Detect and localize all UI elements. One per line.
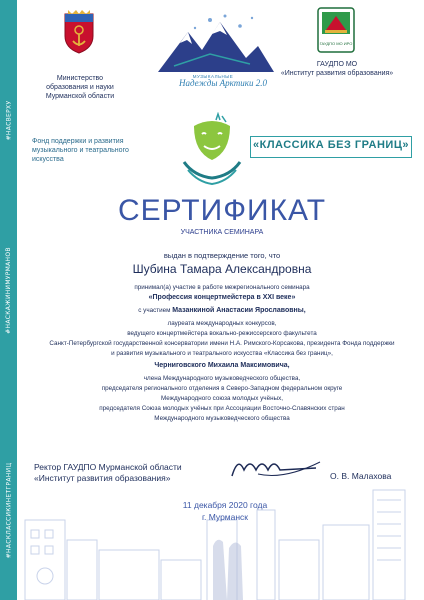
gaudpo-emblem-icon	[316, 6, 356, 54]
theatre-masks-icon	[178, 112, 246, 188]
issue-city: г. Мурманск	[201, 512, 249, 522]
festival-mountains-logo	[150, 6, 280, 84]
rector-line-2: «Институт развития образования»	[34, 473, 171, 483]
body-line-10: председателя регионального отделения в Северо-Западном федеральном округе	[101, 385, 343, 392]
body-line-5: ведущего концертмейстера вокально-режиссерского факультета	[127, 330, 317, 337]
fund-caption	[32, 137, 142, 164]
body-line-7: и развития музыкального и театрального искусства «Классика без границ»,	[111, 350, 333, 357]
body-line-12: председателя Союза молодых учёных при Ассоциации Восточно-Славянских стран	[99, 405, 345, 412]
recipient-name: Шубина Тамара Александровна	[132, 262, 312, 276]
rector-caption	[34, 462, 204, 484]
program-title: «КЛАССИКА БЕЗ ГРАНИЦ»	[253, 139, 409, 151]
certificate-title: СЕРТИФИКАТ	[117, 194, 327, 227]
side-tag-1: #НАСВЕРХУ	[5, 100, 13, 140]
festival-name: Надежды Арктики 2.0	[178, 78, 267, 88]
gaudpo-caption	[272, 60, 402, 78]
with-participation: с участием	[138, 307, 171, 314]
body-line-4: лауреата международных конкурсов,	[167, 320, 277, 327]
gaudpo-emblem-text: ГАУДПО МО ИРО	[319, 41, 353, 46]
participant-name-2: Черниговского Михаила Максимовича,	[154, 362, 290, 369]
side-tag-3: #НАСКЛАССИКИНЕТГРАНИЦ	[5, 462, 13, 558]
festival-top-label: МУЗЫКАЛЬНЫЕ	[192, 74, 234, 79]
murmansk-coat-of-arms-icon	[62, 8, 96, 54]
certificate-subtitle: УЧАСТНИКА СЕМИНАРА	[180, 229, 264, 236]
seminar-title: «Профессия концертмейстера в XXI веке»	[148, 294, 296, 301]
issued-text: выдан в подтверждение того, что	[163, 251, 281, 260]
body-line-1: принимал(а) участие в работе межрегионального семинара	[134, 284, 310, 291]
body-line-3	[26, 307, 418, 315]
body-line-11: Международного союза молодых учёных,	[160, 395, 283, 402]
side-tag-2: #НАСКАЖИНИМУРМАНОВ	[5, 246, 13, 334]
signer-name: О. В. Малахова	[330, 471, 392, 481]
body-line-13: Международного музыковедческого общества	[154, 415, 290, 422]
participant-name-1: Мазанкиной Анастасии Ярославовны,	[172, 307, 306, 314]
gaudpo-full: «Институт развития образования»	[280, 70, 394, 77]
fund-line-2: музыкального и театрального искусства	[32, 147, 129, 163]
fund-line-1: Фонд поддержки и развития	[32, 138, 124, 145]
rector-line-1: Ректор ГАУДПО Мурманской области	[34, 462, 182, 472]
gaudpo-short: ГАУДПО МО	[316, 61, 358, 68]
ministry-caption: Министерство образования и науки Мурманской области	[45, 75, 115, 100]
signature-scribble	[228, 450, 324, 484]
issue-date: 11 декабря 2020 года	[182, 500, 268, 510]
body-line-9: члена Международного музыковедческого общества,	[143, 375, 301, 382]
body-line-6: Санкт-Петербургской государственной консерватории имени Н.А. Римского-Корсакова, президента Фонда поддержки	[49, 340, 395, 347]
